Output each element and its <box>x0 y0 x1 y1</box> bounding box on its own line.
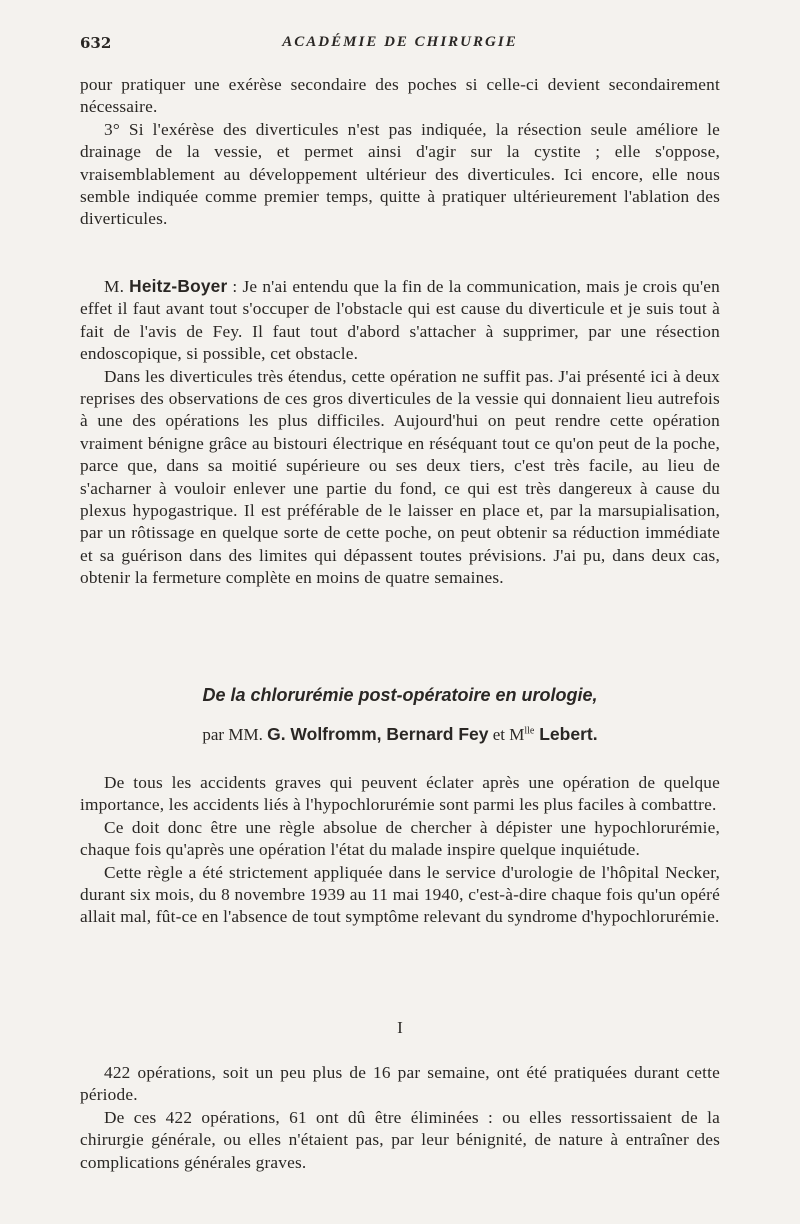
section-heading: I <box>397 1018 403 1037</box>
paragraph: Dans les diverticules très étendus, cette opération ne suffit pas. J'ai présenté ici à deux reprises des observations de ces gros diverticules de la vessie qui donnaient lieu autrefois à une des opérations les plus difficiles. Aujourd'hui on peut rendre cette opération vraiment bénigne grâce au bistouri électrique en réséquant tout ce qu'on peut de la poche, parce que, dans sa moitié supérieure ou ses deux tiers, c'est très facile, au lieu de s'acharner à vouloir enlever une partie du fond, ce qui est très dangereux à cause du plexus hypogastrique. Il est préférable de le laisser en place et, par la marsupialisation, par un rôtissage en quelque sorte de cette poche, on peut obtenir sa réduction immédiate et sa guérison dans des limites qui dépassent toutes prévisions. J'ai pu, dans deux cas, obtenir la fermeture complète en moins de quatre semaines. <box>80 366 720 588</box>
document-page <box>80 30 720 1172</box>
author-names: G. Wolfromm, Bernard Fey <box>267 724 489 744</box>
paragraph <box>80 275 720 366</box>
page-number: 632 <box>80 34 112 52</box>
article-intro <box>80 772 720 929</box>
discussion <box>80 275 720 590</box>
paragraph: De tous les accidents graves qui peuvent éclater après une opération de quelque importance, les accidents liés à l'hypochlorurémie sont parmi les plus faciles à combattre. <box>80 773 720 815</box>
paragraph: pour pratiquer une exérèse secondaire des poches si celle-ci devient secondairement nécessaire. <box>80 75 720 117</box>
article-title: De la chlorurémie post-opératoire en urologie, <box>202 685 598 705</box>
speaker-prefix: M. <box>104 277 130 296</box>
paragraph: Cette règle a été strictement appliquée dans le service d'urologie de l'hôpital Necker, durant six mois, du 8 novembre 1939 au 11 mai 1940, c'est-à-dire chaque fois qu'un opéré allait mal, fût-ce en l'absence de tout symptôme relevant du syndrome d'hypochlorurémie. <box>80 862 720 927</box>
paragraph: De ces 422 opérations, 61 ont dû être éliminées : ou elles ressortissaient de la chirurgie générale, ou elles n'étaient pas, par leur bénignité, de nature à entraîner des complications générales graves. <box>80 1107 720 1172</box>
running-head <box>80 30 720 54</box>
continued-text <box>80 74 720 231</box>
section-text <box>80 1062 720 1174</box>
journal-title: ACADÉMIE DE CHIRURGIE <box>282 34 518 50</box>
paragraph: 3° Si l'exérèse des diverticules n'est pas indiquée, la résection seule améliore le drainage de la vessie, et permet ainsi d'agir sur la cystite ; elle s'oppose, vraisemblablement au développement ultérieur des diverticules. Ici encore, elle nous semble indiquée comme premier temps, quitte à pratiquer ultérieurement l'ablation des diverticules. <box>80 119 720 229</box>
paragraph-text: : Je n'ai entendu que la fin de la communication, mais je crois qu'en effet il faut avant tout s'occuper de l'obstacle qui est cause du diverticule et je suis tout à fait de l'avis de Fey. Il faut tout d'abord s'attacher à supprimer, par une résection endoscopique, si possible, cet obstacle. <box>80 277 720 364</box>
paragraph: Ce doit donc être une règle absolue de chercher à dépister une hypochlorurémie, chaque fois qu'après une opération l'état du malade inspire quelque inquiétude. <box>80 817 720 860</box>
byline: par MM. G. Wolfromm, Bernard Fey et $M^{lle}$ Lebert. <box>202 724 598 744</box>
paragraph: 422 opérations, soit un peu plus de 16 par semaine, ont été pratiquées durant cette période. <box>80 1063 720 1105</box>
speaker-name: Heitz-Boyer <box>129 276 228 296</box>
author-names: Lebert. <box>534 724 598 744</box>
